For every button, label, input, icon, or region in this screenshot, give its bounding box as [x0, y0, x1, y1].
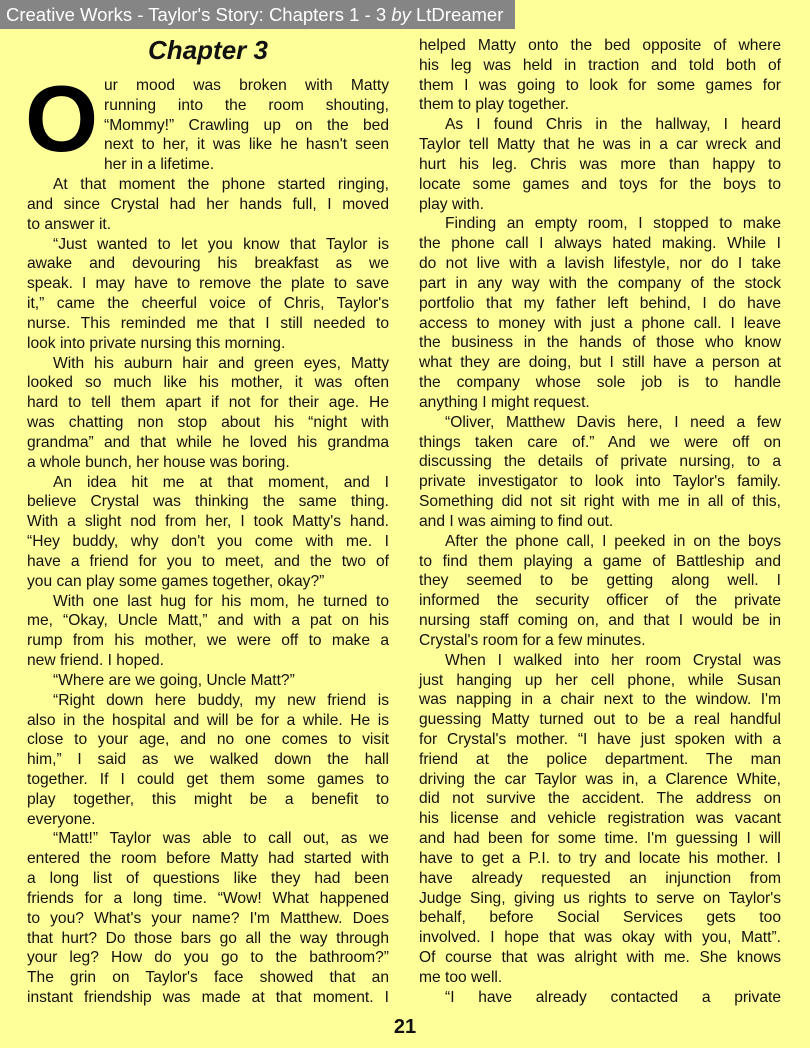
paragraph: [27, 175, 389, 234]
paragraph: [419, 214, 781, 412]
text-line: rump from his mother, we were off to make a: [27, 632, 389, 650]
paragraph: [27, 829, 389, 1007]
text-line: entered the room before Matty had started with: [27, 850, 389, 868]
paragraph: [27, 671, 389, 691]
text-line: grandma” and that while he loved his grandma: [27, 433, 389, 451]
text-line: look into private nursing this morning.: [27, 334, 286, 352]
text-line: portfolio that my father left behind, I do have: [419, 294, 781, 312]
text-line: to find them playing a game of Battleship and: [419, 552, 781, 570]
text-line: his leg was held in traction and told both of: [419, 56, 781, 74]
text-line: have to get a P.I. to try and locate his mother. I: [419, 849, 781, 867]
text-line: nurse. This reminded me that I still needed to: [27, 314, 389, 332]
text-line: Taylor tell Matty that he was in a car wreck and: [419, 136, 781, 154]
text-line: what they are doing, but I still have a person at: [419, 354, 781, 372]
text-line: the company whose sole job is to handle: [419, 374, 781, 392]
left-column: [27, 76, 389, 1008]
text-line: them to play together.: [419, 96, 569, 114]
header-author: LtDreamer: [410, 4, 504, 25]
text-line: everyone.: [27, 810, 96, 828]
text-line: Crystal's room for a few minutes.: [419, 631, 646, 649]
paragraph: [27, 592, 389, 671]
text-line: did not survive the accident. The address on: [419, 790, 781, 808]
text-line: do not live with a lavish lifestyle, nor do I take: [419, 255, 781, 273]
text-line: anything I might request.: [419, 393, 590, 411]
text-line: you can play some games together, okay?”: [27, 572, 325, 590]
text-line: locate some games and toys for the boys to: [419, 175, 781, 193]
text-line: me, “Okay, Uncle Matt,” and with a pat on his: [27, 612, 389, 630]
text-line: believe Crystal was thinking the same thing.: [27, 493, 389, 511]
text-line: the business in the hands of those who know: [419, 334, 781, 352]
text-line: With his auburn hair and green eyes, Matty: [53, 354, 389, 372]
text-line: and had been for some time. I'm guessing I will: [419, 830, 781, 848]
text-line: helped Matty onto the bed opposite of where: [419, 37, 781, 54]
text-line: After the phone call, I peeked in on the boys: [445, 532, 781, 550]
paragraph: [419, 651, 781, 988]
text-line: looked so much like his mother, it was often: [27, 374, 389, 392]
text-line: the phone call I always hated making. While I: [419, 235, 781, 253]
text-line: discussing the details of private nursing, to a: [419, 453, 781, 471]
text-line: “Oliver, Matthew Davis here, I need a few: [445, 413, 781, 431]
text-line: just hanging up her cell phone, while Susan: [419, 671, 781, 689]
text-line: “Hey buddy, why don't you come with me. I: [27, 533, 389, 551]
text-line: “I have already contacted a private: [445, 988, 781, 1006]
text-line: access to money with just a phone call. I leave: [419, 314, 781, 332]
document-header: [0, 0, 515, 29]
text-line: The grin on Taylor's face showed that an: [27, 969, 389, 987]
paragraph: [27, 235, 389, 354]
header-title: Creative Works - Taylor's Story: Chapters 1 - 3: [6, 4, 392, 25]
text-line: With a slight nod from her, I took Matty's hand.: [27, 513, 389, 531]
text-line: have already requested an injunction from: [419, 869, 781, 887]
text-line: to you? What's your name? I'm Matthew. Does: [27, 909, 389, 927]
text-line: informed the security officer of the private: [419, 592, 781, 610]
paragraph: [419, 36, 781, 115]
text-line: ur mood was broken with Matty: [104, 77, 389, 94]
text-line: “Where are we going, Uncle Matt?”: [53, 671, 295, 689]
text-line: to answer it.: [27, 215, 112, 233]
text-line: me too well.: [419, 968, 503, 986]
paragraph: [27, 354, 389, 473]
text-line: next to her, it was like he hasn't seen: [104, 136, 389, 154]
text-line: him,” I said as we walked down the hall: [27, 751, 389, 769]
text-line: At that moment the phone started ringing,: [53, 176, 389, 194]
text-line: “Mommy!” Crawling up on the bed: [104, 116, 389, 134]
paragraph: [27, 473, 389, 592]
header-by: by: [391, 4, 411, 25]
text-line: instant friendship was made at that moment. I: [27, 989, 389, 1007]
text-line: “Matt!” Taylor was able to call out, as we: [53, 830, 389, 848]
text-line: “Right down here buddy, my new friend is: [53, 691, 389, 709]
paragraph: [27, 691, 389, 830]
text-line: things taken care of.” And we were off on: [419, 433, 781, 451]
text-line: his license and vehicle registration was vacant: [419, 810, 781, 828]
text-line: them I was going to look for some games for: [419, 76, 781, 94]
text-line: that hurt? Do those bars go all the way through: [27, 929, 389, 947]
text-line: An idea hit me at that moment, and I: [53, 473, 389, 491]
text-line: speak. I may have to remove the plate to save: [27, 275, 389, 293]
text-line: involved. I hope that was okay with you, Matt”.: [419, 929, 781, 947]
text-line: Of course that was alright with me. She knows: [419, 949, 781, 967]
paragraph: [419, 532, 781, 651]
drop-cap: O: [25, 66, 99, 171]
text-line: Judge Sing, giving us rights to serve on Taylor's: [419, 889, 781, 907]
paragraph: [419, 413, 781, 532]
text-line: private investigator to look into Taylor's family.: [419, 473, 781, 491]
text-line: hurt his leg. Chris was more than happy to: [419, 155, 781, 173]
paragraph: [419, 988, 781, 1008]
text-line: running into the room shouting,: [104, 96, 389, 114]
text-line: her in a lifetime.: [104, 156, 215, 174]
text-line: a long list of questions like they had been: [27, 870, 389, 888]
text-line: close to your age, and no one comes to visit: [27, 731, 389, 749]
text-line: awake and devouring his breakfast as we: [27, 255, 389, 273]
text-line: With one last hug for his mom, he turned to: [53, 592, 389, 610]
text-line: new friend. I hoped.: [27, 652, 164, 670]
text-line: behalf, before Social Services gets too: [419, 909, 781, 927]
text-line: also in the hospital and will be for a while. He is: [27, 711, 389, 729]
text-line: guessing Matty turned out to be a real handful: [419, 711, 781, 729]
text-line: together. If I could get them some games to: [27, 770, 389, 788]
text-line: it,” came the cheerful voice of Chris, Taylor's: [27, 295, 389, 313]
text-line: nursing staff coming on, and that I would be in: [419, 612, 781, 630]
text-line: and since Crystal had her hands full, I moved: [27, 195, 389, 213]
text-line: Something did not sit right with me in all of this,: [419, 493, 781, 511]
text-line: your leg? How do you go to the bathroom?”: [27, 949, 389, 967]
text-line: for Crystal's mother. “I have just spoken with a: [419, 730, 781, 748]
text-line: “Just wanted to let you know that Taylor is: [53, 235, 389, 253]
paragraph: [419, 115, 781, 214]
paragraph: [27, 76, 389, 175]
text-line: When I walked into her room Crystal was: [445, 651, 781, 669]
text-line: Finding an empty room, I stopped to make: [445, 215, 781, 233]
text-line: was chatting non stop about his “night with: [27, 414, 389, 432]
text-line: and I was aiming to find out.: [419, 512, 614, 530]
chapter-title: Chapter 3: [148, 35, 268, 65]
text-line: hard to tell them apart if not for their age. He: [27, 394, 389, 412]
text-line: friend at the police department. The man: [419, 750, 781, 768]
text-line: was napping in a chair next to the window. I'm: [419, 691, 781, 709]
text-line: friends for a long time. “Wow! What happened: [27, 889, 389, 907]
text-line: driving the car Taylor was in, a Clarence White,: [419, 770, 781, 788]
text-line: As I found Chris in the hallway, I heard: [445, 116, 781, 134]
right-column: [419, 36, 781, 1008]
text-line: they seemed to be getting along well. I: [419, 572, 781, 590]
text-line: play together, this might be a benefit to: [27, 790, 389, 808]
text-line: have a friend for you to meet, and the two of: [27, 552, 389, 570]
text-line: play with.: [419, 195, 485, 213]
text-line: part in any way with the company of the stock: [419, 274, 781, 292]
text-line: a whole bunch, her house was boring.: [27, 453, 290, 471]
page-number: 21: [393, 1016, 417, 1038]
